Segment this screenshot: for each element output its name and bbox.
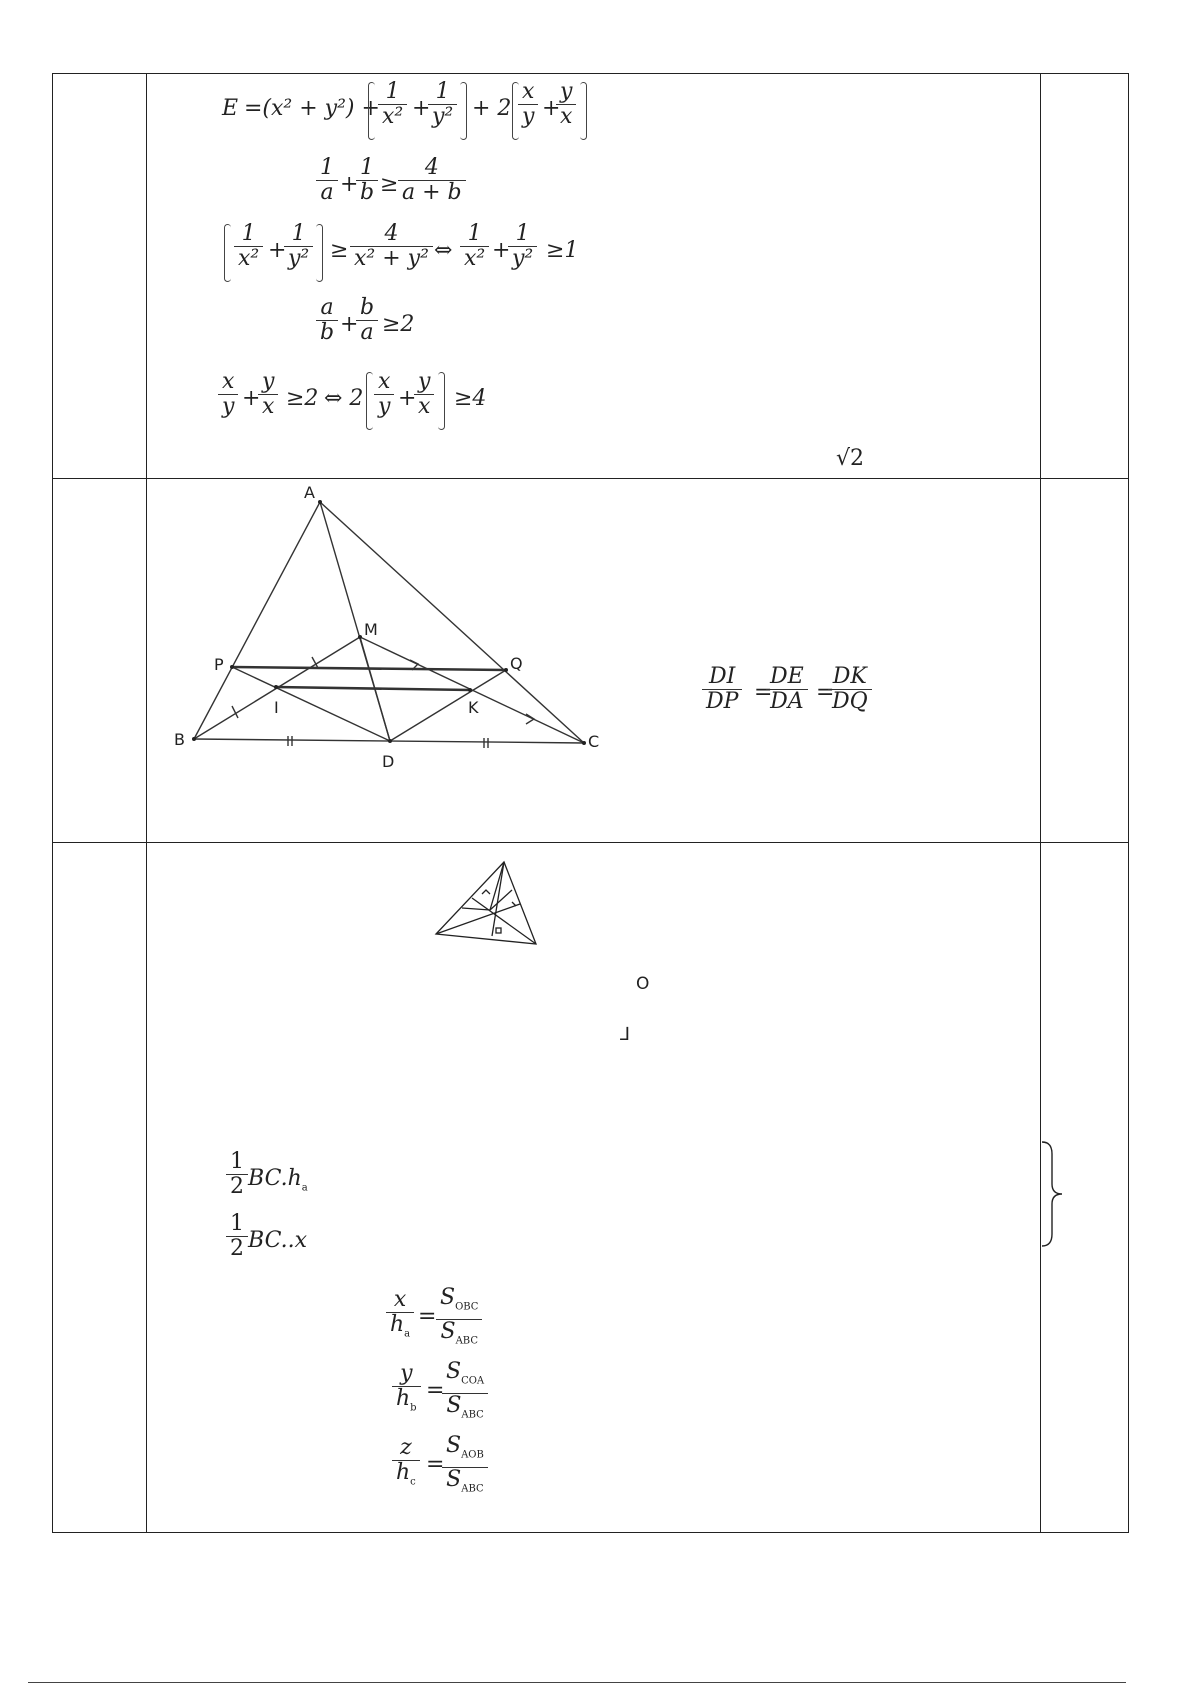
point-label-B: B xyxy=(174,730,185,749)
ratio-DK-DQ: DK DQ xyxy=(828,665,872,714)
footer-rule xyxy=(28,1682,1126,1683)
frac-y-hb: y $h_b$ xyxy=(392,1362,421,1420)
geq-sign: ≥ xyxy=(330,238,349,263)
paren-close xyxy=(316,224,323,282)
iff2: ⇔ 2 xyxy=(324,386,364,411)
equals-sign: = xyxy=(426,1378,445,1403)
S-sub: ABC xyxy=(461,1483,484,1495)
frac-S-AOB xyxy=(442,1434,488,1502)
col-border-2 xyxy=(1040,73,1041,1533)
col-border-right xyxy=(1128,73,1129,1533)
frac-x-y: x y xyxy=(374,370,394,419)
paren-close xyxy=(460,82,467,140)
ratio-DE-DA: DE DA xyxy=(766,665,808,714)
S-letter: S xyxy=(446,1467,462,1493)
den-h: h xyxy=(396,1460,411,1485)
geq2: ≥2 xyxy=(286,386,319,411)
geq2: ≥2 xyxy=(382,312,415,337)
paren-close xyxy=(580,82,587,140)
bc-ha xyxy=(248,1166,308,1193)
right-angle-symbol: ⅃ xyxy=(620,1024,631,1045)
S-letter: S xyxy=(440,1285,456,1310)
equals-sign: = xyxy=(816,680,835,705)
col-border-left xyxy=(52,73,53,1533)
arrow-mark xyxy=(526,714,534,724)
S-sub: OBC xyxy=(455,1301,479,1313)
frac-S-OBC xyxy=(436,1286,482,1354)
frac-1-x2: 1 x² xyxy=(460,222,489,271)
point-label-K: K xyxy=(468,698,479,717)
plus-sign: + xyxy=(412,96,431,121)
geq4: ≥4 xyxy=(454,386,487,411)
point-label-I: I xyxy=(274,698,279,717)
plus-sign: + xyxy=(242,386,261,411)
small-triangle-diagram xyxy=(432,858,542,950)
frac-1-b: 1 b xyxy=(356,156,378,205)
plus-sign: + xyxy=(340,312,359,337)
frac-z-hc: z $h_c$ xyxy=(392,1436,420,1494)
bc-ha-sub: a xyxy=(301,1182,308,1194)
col-border-1 xyxy=(146,73,147,1533)
row-border-1 xyxy=(52,478,1129,479)
right-brace xyxy=(1038,1140,1068,1248)
equals-sign: = xyxy=(426,1452,445,1477)
frac-4-apb: 4 a + b xyxy=(398,156,466,205)
segment-IK xyxy=(276,687,470,690)
row-border-top xyxy=(52,73,1129,74)
frac-x-y: x y xyxy=(218,370,238,419)
eq1-lhs: =(x² + y²) + xyxy=(244,96,380,121)
point-label-P: P xyxy=(214,655,224,674)
plus-sign: + xyxy=(340,172,359,197)
geq-sign: ≥ xyxy=(380,172,399,197)
frac-S-COA xyxy=(442,1360,488,1428)
frac-1-a: 1 a xyxy=(316,156,338,205)
plus-sign: + xyxy=(542,96,561,121)
den-sub: b xyxy=(410,1402,417,1414)
S-letter: S xyxy=(446,1359,462,1384)
segment-AB xyxy=(194,502,320,739)
iff-sign: ⇔ xyxy=(434,238,453,263)
geq1: ≥1 xyxy=(546,238,579,263)
frac-1-x2: 1 x² xyxy=(378,80,407,129)
S-sub: ABC xyxy=(461,1409,484,1421)
den-sub: a xyxy=(404,1328,411,1340)
row-border-2 xyxy=(52,842,1129,843)
frac-y-x: y x xyxy=(414,370,434,419)
segment-AC xyxy=(320,502,584,743)
bc-ha-text: BC.h xyxy=(248,1166,302,1191)
S-letter: S xyxy=(446,1393,462,1419)
frac-4-x2y2: 4 x² + y² xyxy=(350,222,433,271)
sqrt2: √2 xyxy=(836,446,865,471)
S-sub: COA xyxy=(461,1375,485,1387)
frac-1-y2: 1 y² xyxy=(428,80,457,129)
S-letter: S xyxy=(440,1319,456,1345)
paren-open xyxy=(366,372,373,430)
frac-1-y2: 1 y² xyxy=(284,222,313,271)
segment-PD xyxy=(232,667,390,741)
den-h: h xyxy=(396,1386,411,1411)
row-border-bottom xyxy=(52,1532,1129,1533)
den-sub: c xyxy=(410,1476,416,1488)
ratio-DI-DP: DI DP xyxy=(702,665,742,714)
S-letter: S xyxy=(446,1433,462,1458)
frac-1-x2: 1 x² xyxy=(234,222,263,271)
E-symbol: E xyxy=(222,96,239,121)
triangle-diagram xyxy=(160,484,620,784)
equals-sign: = xyxy=(418,1304,437,1329)
den-h: h xyxy=(390,1312,405,1337)
frac-y-x: y x xyxy=(556,80,576,129)
frac-half: 1 2 xyxy=(226,1150,248,1199)
S-sub: ABC xyxy=(455,1335,478,1347)
paren-open xyxy=(368,82,375,140)
plus-sign: + xyxy=(398,386,417,411)
segment-DQ xyxy=(390,670,506,741)
segment-PQ xyxy=(232,667,506,670)
frac-x-ha: x $h_a$ xyxy=(386,1288,414,1346)
frac-x-y: x y xyxy=(518,80,538,129)
frac-1-y2: 1 y² xyxy=(508,222,537,271)
plus-sign: + xyxy=(268,238,287,263)
S-sub: AOB xyxy=(461,1449,484,1461)
frac-y-x: y x xyxy=(258,370,278,419)
equals-sign: = xyxy=(754,680,773,705)
point-label-Q: Q xyxy=(510,654,523,673)
frac-b-a: b a xyxy=(356,296,378,345)
paren-open xyxy=(224,224,231,282)
eq1-mid: + 2 xyxy=(472,96,512,121)
paren-close xyxy=(438,372,445,430)
point-label-C: C xyxy=(588,732,600,751)
bc-x: BC..x xyxy=(248,1228,308,1253)
point-label-A: A xyxy=(304,484,315,502)
point-label-D: D xyxy=(382,752,395,771)
frac-half: 1 2 xyxy=(226,1212,248,1261)
plus-sign: + xyxy=(492,238,511,263)
frac-a-b: a b xyxy=(316,296,338,345)
O-label: O xyxy=(636,974,650,994)
point-label-M: M xyxy=(364,620,378,639)
